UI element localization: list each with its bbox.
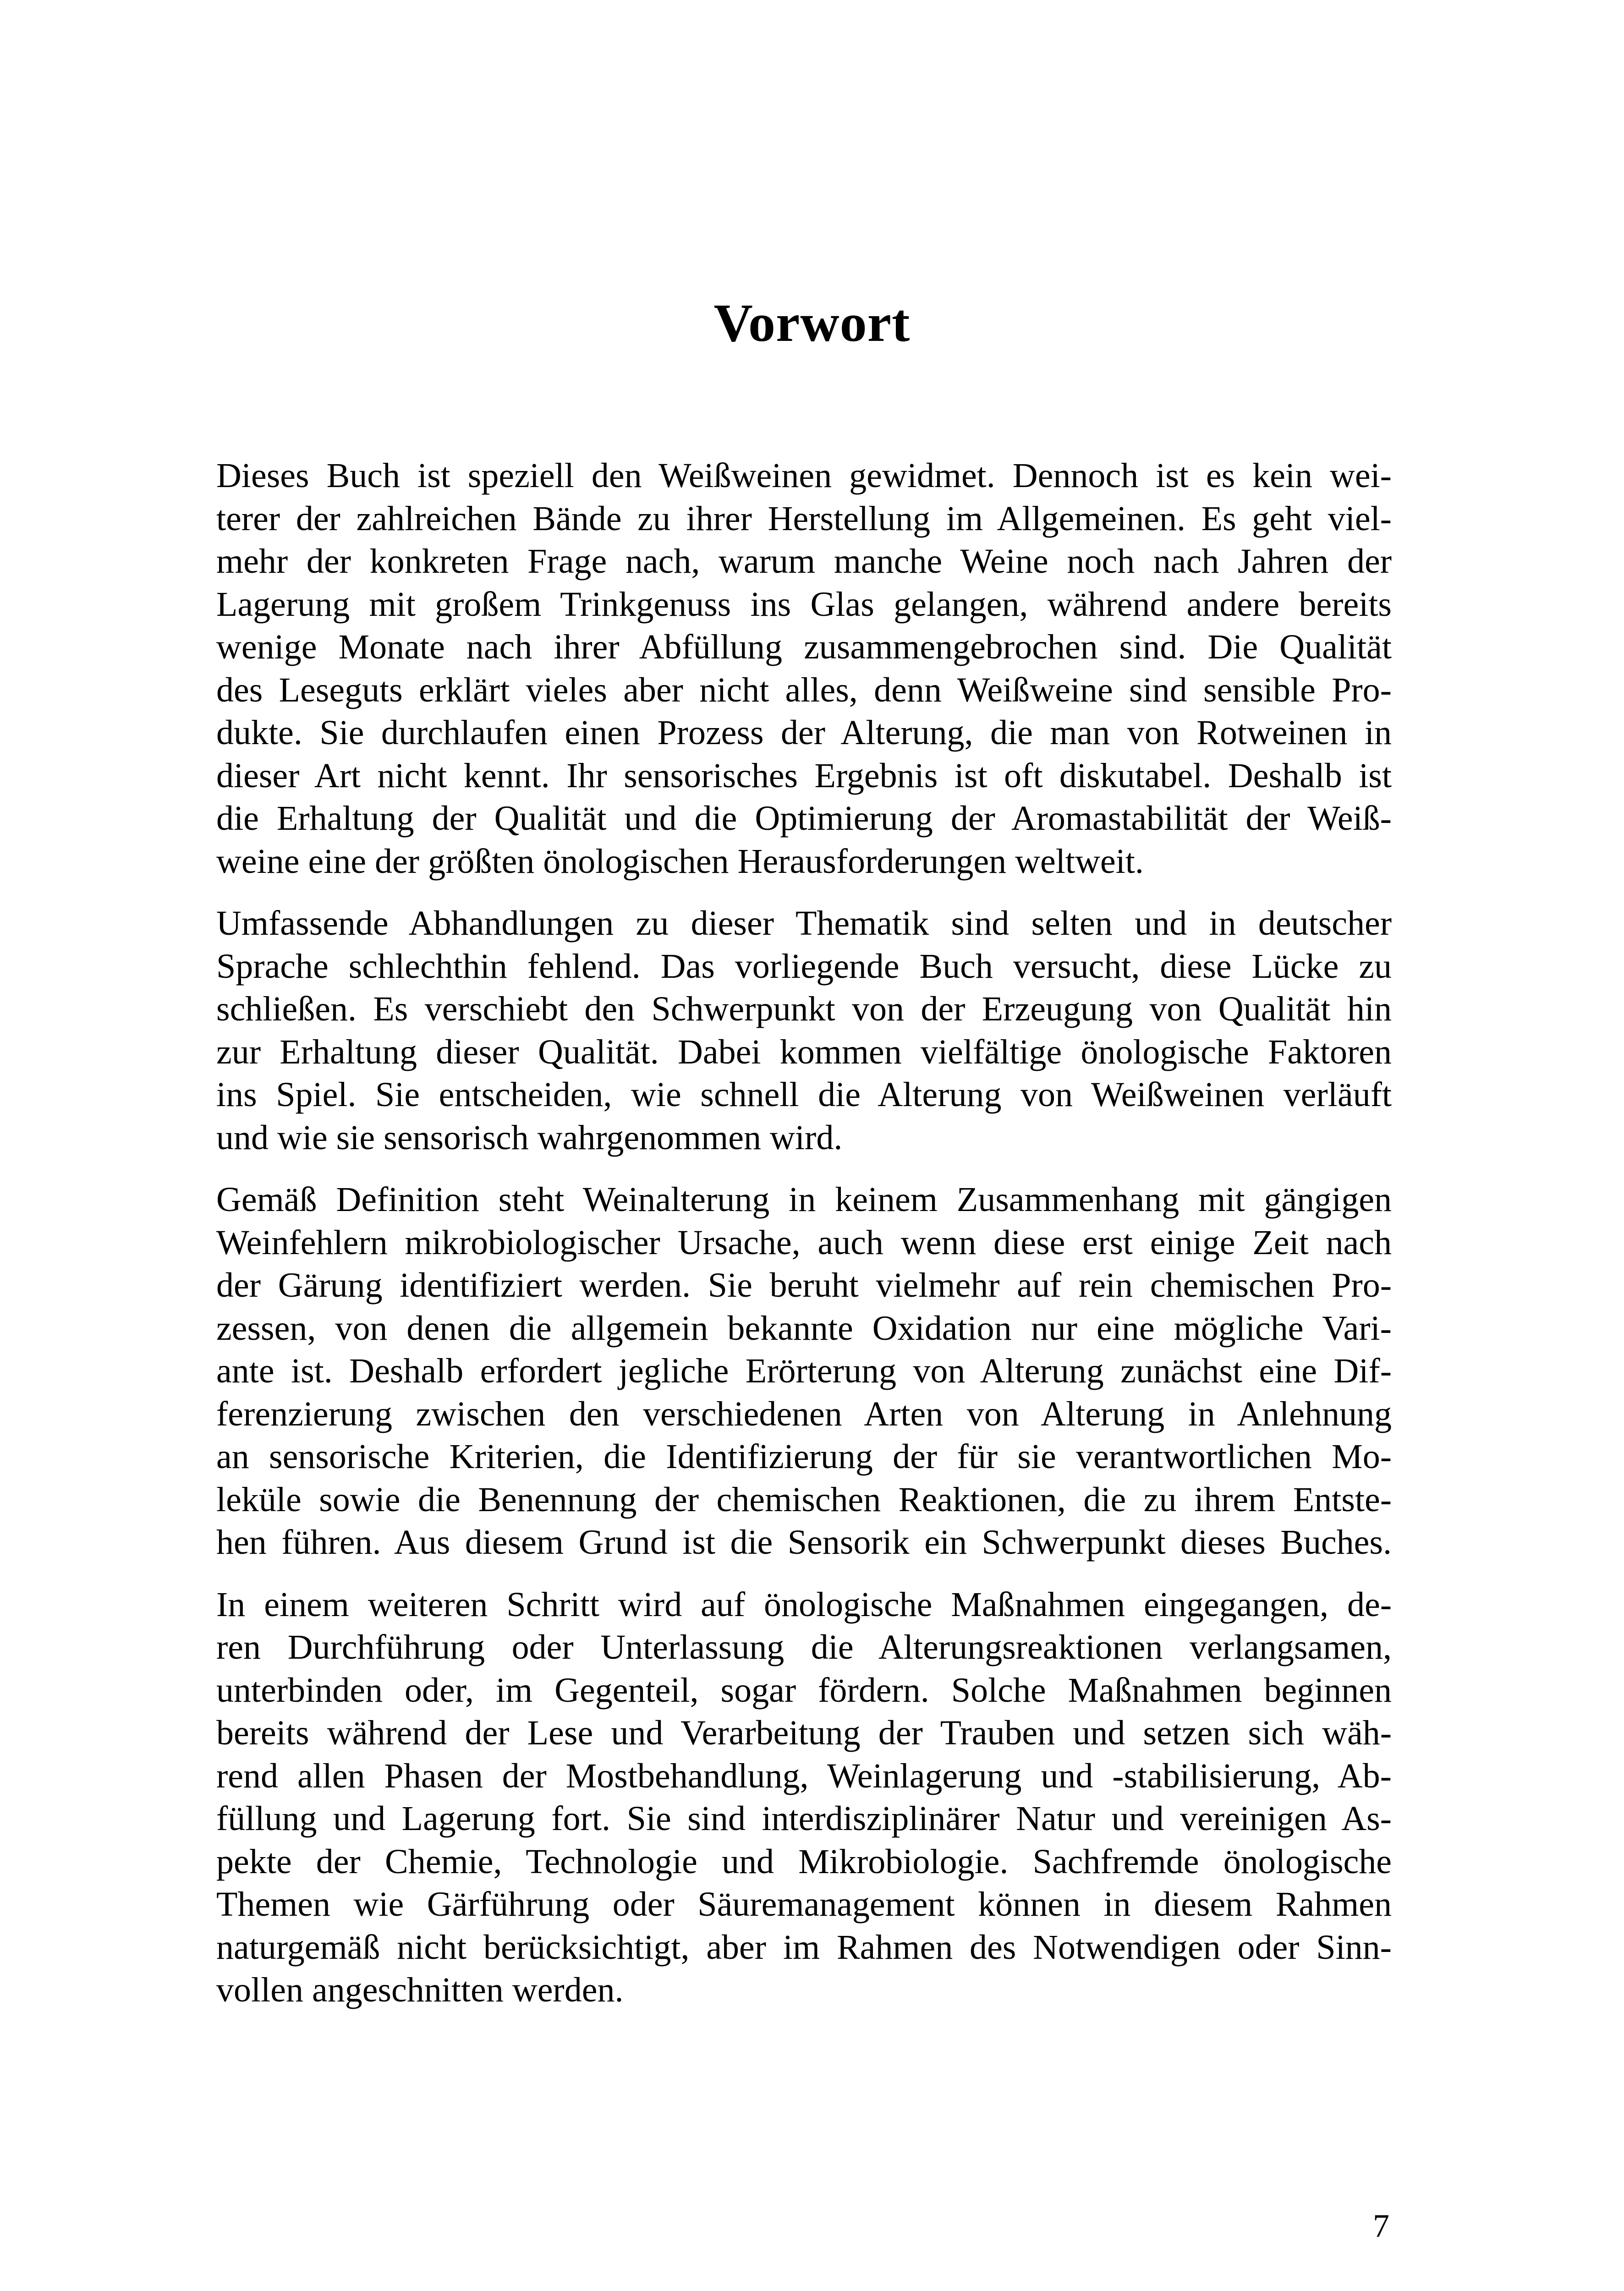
text-line: die Erhaltung der Qualität und die Optimierung der Aromastabilität der Weiß-: [216, 799, 1392, 838]
text-line: an sensorische Kriterien, die Identifizierung der für sie verantwortlichen Mo-: [216, 1437, 1392, 1476]
text-line: terer der zahlreichen Bände zu ihrer Herstellung im Allgemeinen. Es geht viel-: [216, 499, 1392, 538]
text-line: rend allen Phasen der Mostbehandlung, Weinlagerung und -stabilisierung, Ab-: [216, 1756, 1392, 1795]
text-line: zessen, von denen die allgemein bekannte Oxidation nur eine mögliche Vari-: [216, 1309, 1392, 1348]
text-line: vollen angeschnitten werden.: [216, 1971, 624, 2009]
text-line: Themen wie Gärführung oder Säuremanagement können in diesem Rahmen: [216, 1885, 1392, 1924]
page-number: 7: [1373, 2208, 1389, 2244]
paragraph-1: [216, 455, 1392, 883]
text-line: In einem weiteren Schritt wird auf önologische Maßnahmen eingegangen, de-: [216, 1585, 1392, 1624]
text-line: ante ist. Deshalb erfordert jegliche Erörterung von Alterung zunächst eine Dif-: [216, 1352, 1392, 1390]
text-line: pekte der Chemie, Technologie und Mikrobiologie. Sachfremde önologische: [216, 1842, 1392, 1881]
paragraph-3: [216, 1178, 1392, 1564]
text-line: füllung und Lagerung fort. Sie sind interdisziplinärer Natur und vereinigen As-: [216, 1799, 1392, 1838]
text-line: ins Spiel. Sie entscheiden, wie schnell die Alterung von Weißweinen verläuft: [216, 1075, 1392, 1114]
text-line: schließen. Es verschiebt den Schwerpunkt von der Erzeugung von Qualität hin: [216, 990, 1392, 1028]
text-line: ferenzierung zwischen den verschiedenen Arten von Alterung in Anlehnung: [216, 1394, 1392, 1433]
text-line: Dieses Buch ist speziell den Weißweinen gewidmet. Dennoch ist es kein wei-: [216, 456, 1392, 495]
text-line: dieser Art nicht kennt. Ihr sensorisches Ergebnis ist oft diskutabel. Deshalb ist: [216, 756, 1392, 795]
page-title: Vorwort: [713, 293, 911, 353]
text-line: unterbinden oder, im Gegenteil, sogar fördern. Solche Maßnahmen beginnen: [216, 1671, 1392, 1710]
text-line: weine eine der größten önologischen Herausforderungen weltweit.: [216, 842, 1144, 881]
text-line: der Gärung identifiziert werden. Sie beruht vielmehr auf rein chemischen Pro-: [216, 1266, 1392, 1304]
body-text: [216, 455, 1392, 2012]
text-line: Umfassende Abhandlungen zu dieser Thematik sind selten und in deutscher: [216, 904, 1392, 943]
text-line: und wie sie sensorisch wahrgenommen wird.: [216, 1118, 843, 1157]
text-line: Lagerung mit großem Trinkgenuss ins Glas gelangen, während andere bereits: [216, 585, 1392, 624]
text-line: des Leseguts erklärt vieles aber nicht alles, denn Weißweine sind sensible Pro-: [216, 670, 1392, 709]
text-line: wenige Monate nach ihrer Abfüllung zusammengebrochen sind. Die Qualität: [216, 628, 1392, 666]
text-line: Sprache schlechthin fehlend. Das vorliegende Buch versucht, diese Lücke zu: [216, 947, 1392, 986]
text-line: zur Erhaltung dieser Qualität. Dabei kommen vielfältige önologische Faktoren: [216, 1032, 1392, 1071]
text-line: Weinfehlern mikrobiologischer Ursache, auch wenn diese erst einige Zeit nach: [216, 1223, 1392, 1262]
text-line: Gemäß Definition steht Weinalterung in keinem Zusammenhang mit gängigen: [216, 1180, 1392, 1219]
text-line: ren Durchführung oder Unterlassung die Alterungsreaktionen verlangsamen,: [216, 1628, 1392, 1666]
text-line: leküle sowie die Benennung der chemischen Reaktionen, die zu ihrem Entste-: [216, 1480, 1392, 1519]
text-line: dukte. Sie durchlaufen einen Prozess der Alterung, die man von Rotweinen in: [216, 713, 1392, 752]
text-line: mehr der konkreten Frage nach, warum manche Weine noch nach Jahren der: [216, 542, 1392, 581]
paragraph-4: [216, 1584, 1392, 2012]
text-line: bereits während der Lese und Verarbeitung der Trauben und setzen sich wäh-: [216, 1714, 1392, 1752]
text-line: hen führen. Aus diesem Grund ist die Sensorik ein Schwerpunkt dieses Buches.: [216, 1523, 1392, 1562]
paragraph-2: [216, 902, 1392, 1159]
text-line: naturgemäß nicht berücksichtigt, aber im Rahmen des Notwendigen oder Sinn-: [216, 1928, 1392, 1967]
